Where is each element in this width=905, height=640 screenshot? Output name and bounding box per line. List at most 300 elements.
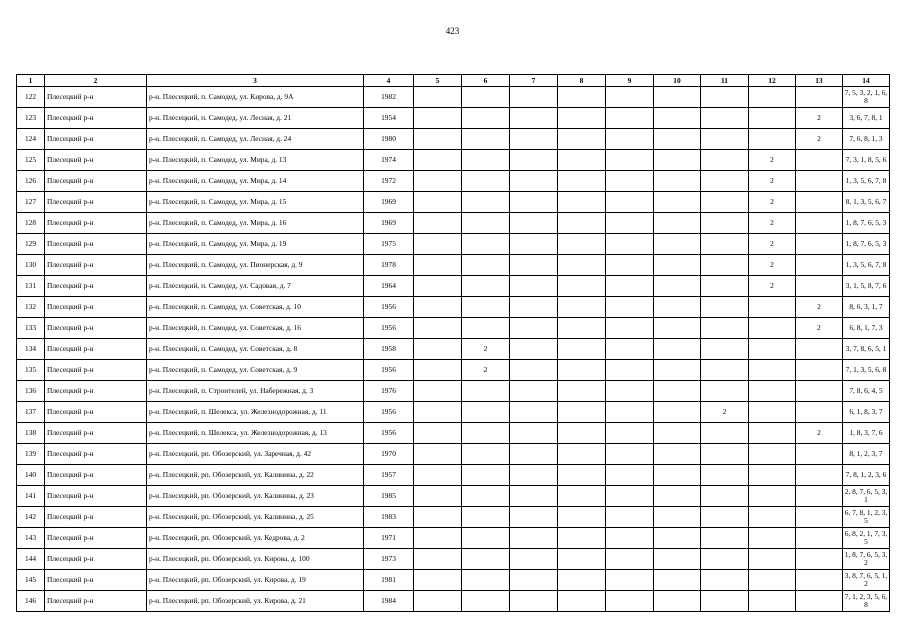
- col8-cell: [558, 276, 606, 297]
- col11-cell: [701, 255, 749, 276]
- col5-cell: [414, 339, 462, 360]
- address-cell: р-н. Плесецкий, п. Самодед, ул. Мира, д. 13: [147, 150, 364, 171]
- col8-cell: [558, 108, 606, 129]
- col13-cell: [796, 381, 843, 402]
- col12-cell: [749, 87, 796, 108]
- col11-cell: [701, 423, 749, 444]
- col8-cell: [558, 129, 606, 150]
- col5-cell: [414, 297, 462, 318]
- col9-cell: [606, 591, 654, 612]
- col10-cell: [654, 486, 701, 507]
- address-cell: р-н. Плесецкий, п. Самодед, ул. Советская, д. 9: [147, 360, 364, 381]
- row-number-cell: 139: [17, 444, 45, 465]
- col9-cell: [606, 213, 654, 234]
- col12-cell: [749, 402, 796, 423]
- column-header: 3: [147, 75, 364, 87]
- address-cell: р-н. Плесецкий, рп. Обозерский, ул. Калинина, д. 23: [147, 486, 364, 507]
- col7-cell: [510, 507, 558, 528]
- col6-cell: [462, 591, 510, 612]
- year-cell: 1956: [364, 423, 414, 444]
- col8-cell: [558, 213, 606, 234]
- col5-cell: [414, 150, 462, 171]
- col11-cell: 2: [701, 402, 749, 423]
- table-row: [17, 276, 890, 297]
- col10-cell: [654, 318, 701, 339]
- column-header: 2: [45, 75, 147, 87]
- col7-cell: [510, 276, 558, 297]
- district-cell: Плесецкий р-н: [45, 486, 147, 507]
- col9-cell: [606, 318, 654, 339]
- address-cell: р-н. Плесецкий, п. Самодед, ул. Лесная, д. 24: [147, 129, 364, 150]
- col13-cell: [796, 87, 843, 108]
- col12-cell: 2: [749, 171, 796, 192]
- col13-cell: [796, 360, 843, 381]
- col9-cell: [606, 150, 654, 171]
- address-cell: р-н. Плесецкий, рп. Обозерский, ул. Кедрова, д. 2: [147, 528, 364, 549]
- col11-cell: [701, 591, 749, 612]
- row-number-cell: 137: [17, 402, 45, 423]
- address-cell: р-н. Плесецкий, п. Самодед, ул. Советская, д. 8: [147, 339, 364, 360]
- col13-cell: [796, 465, 843, 486]
- col5-cell: [414, 507, 462, 528]
- col11-cell: [701, 444, 749, 465]
- col11-cell: [701, 318, 749, 339]
- year-cell: 1980: [364, 129, 414, 150]
- table-row: [17, 549, 890, 570]
- col10-cell: [654, 591, 701, 612]
- col5-cell: [414, 171, 462, 192]
- col6-cell: [462, 507, 510, 528]
- table-row: [17, 108, 890, 129]
- district-cell: Плесецкий р-н: [45, 213, 147, 234]
- col7-cell: [510, 465, 558, 486]
- col12-cell: 2: [749, 150, 796, 171]
- col10-cell: [654, 192, 701, 213]
- sequence-cell: 1, 3, 5, 6, 7, 8: [843, 171, 890, 192]
- year-cell: 1976: [364, 381, 414, 402]
- col13-cell: [796, 444, 843, 465]
- col5-cell: [414, 213, 462, 234]
- col9-cell: [606, 570, 654, 591]
- col9-cell: [606, 507, 654, 528]
- col13-cell: 2: [796, 108, 843, 129]
- year-cell: 1969: [364, 192, 414, 213]
- col5-cell: [414, 486, 462, 507]
- table-body: [17, 87, 890, 612]
- column-header: 6: [462, 75, 510, 87]
- sequence-cell: 7, 8, 6, 4, 5: [843, 381, 890, 402]
- col9-cell: [606, 87, 654, 108]
- year-cell: 1956: [364, 318, 414, 339]
- sequence-cell: 3, 1, 5, 8, 7, 6: [843, 276, 890, 297]
- col13-cell: [796, 528, 843, 549]
- col12-cell: [749, 507, 796, 528]
- col9-cell: [606, 549, 654, 570]
- address-cell: р-н. Плесецкий, п. Самодед, ул. Садовая, д. 7: [147, 276, 364, 297]
- district-cell: Плесецкий р-н: [45, 549, 147, 570]
- col12-cell: [749, 444, 796, 465]
- col7-cell: [510, 591, 558, 612]
- col13-cell: [796, 213, 843, 234]
- table-row: [17, 360, 890, 381]
- col9-cell: [606, 276, 654, 297]
- col7-cell: [510, 381, 558, 402]
- col6-cell: [462, 297, 510, 318]
- sequence-cell: 1, 8, 3, 7, 6: [843, 423, 890, 444]
- col5-cell: [414, 465, 462, 486]
- sequence-cell: 2, 8, 7, 6, 5, 3, 1: [843, 486, 890, 507]
- year-cell: 1974: [364, 150, 414, 171]
- table-row: [17, 339, 890, 360]
- table-row: [17, 255, 890, 276]
- col10-cell: [654, 255, 701, 276]
- col10-cell: [654, 423, 701, 444]
- col5-cell: [414, 360, 462, 381]
- col5-cell: [414, 234, 462, 255]
- address-cell: р-н. Плесецкий, рп. Обозерский, ул. Калинина, д. 22: [147, 465, 364, 486]
- sequence-cell: 1, 8, 7, 6, 5, 3: [843, 234, 890, 255]
- col12-cell: 2: [749, 276, 796, 297]
- col9-cell: [606, 297, 654, 318]
- col9-cell: [606, 255, 654, 276]
- address-cell: р-н. Плесецкий, п. Самодед, ул. Мира, д. 19: [147, 234, 364, 255]
- year-cell: 1956: [364, 297, 414, 318]
- sequence-cell: 7, 3, 1, 8, 5, 6: [843, 150, 890, 171]
- col13-cell: [796, 171, 843, 192]
- district-cell: Плесецкий р-н: [45, 255, 147, 276]
- col8-cell: [558, 465, 606, 486]
- col13-cell: 2: [796, 129, 843, 150]
- col12-cell: 2: [749, 192, 796, 213]
- col8-cell: [558, 486, 606, 507]
- column-header: 13: [796, 75, 843, 87]
- district-cell: Плесецкий р-н: [45, 444, 147, 465]
- col7-cell: [510, 87, 558, 108]
- col5-cell: [414, 108, 462, 129]
- district-cell: Плесецкий р-н: [45, 360, 147, 381]
- col10-cell: [654, 87, 701, 108]
- col9-cell: [606, 486, 654, 507]
- address-cell: р-н. Плесецкий, п. Самодед, ул. Мира, д. 16: [147, 213, 364, 234]
- row-number-cell: 122: [17, 87, 45, 108]
- table-row: [17, 318, 890, 339]
- sequence-cell: 3, 6, 7, 8, 1: [843, 108, 890, 129]
- address-cell: р-н. Плесецкий, рп. Обозерский, ул. Калинина, д. 25: [147, 507, 364, 528]
- row-number-cell: 140: [17, 465, 45, 486]
- table-row: [17, 171, 890, 192]
- col5-cell: [414, 549, 462, 570]
- col13-cell: [796, 591, 843, 612]
- col6-cell: [462, 318, 510, 339]
- sequence-cell: 6, 8, 1, 7, 3: [843, 318, 890, 339]
- column-header: 11: [701, 75, 749, 87]
- col6-cell: [462, 150, 510, 171]
- district-cell: Плесецкий р-н: [45, 507, 147, 528]
- col7-cell: [510, 444, 558, 465]
- col12-cell: [749, 528, 796, 549]
- col8-cell: [558, 423, 606, 444]
- col6-cell: [462, 465, 510, 486]
- sequence-cell: 7, 1, 2, 3, 5, 6, 8: [843, 591, 890, 612]
- table-row: [17, 570, 890, 591]
- row-number-cell: 141: [17, 486, 45, 507]
- district-cell: Плесецкий р-н: [45, 234, 147, 255]
- table-row: [17, 507, 890, 528]
- table-row: [17, 129, 890, 150]
- district-cell: Плесецкий р-н: [45, 423, 147, 444]
- col11-cell: [701, 465, 749, 486]
- sequence-cell: 8, 6, 3, 1, 7: [843, 297, 890, 318]
- col5-cell: [414, 444, 462, 465]
- col6-cell: [462, 192, 510, 213]
- col12-cell: [749, 108, 796, 129]
- col10-cell: [654, 150, 701, 171]
- col12-cell: [749, 465, 796, 486]
- row-number-cell: 143: [17, 528, 45, 549]
- row-number-cell: 126: [17, 171, 45, 192]
- district-cell: Плесецкий р-н: [45, 318, 147, 339]
- row-number-cell: 129: [17, 234, 45, 255]
- col5-cell: [414, 192, 462, 213]
- col8-cell: [558, 549, 606, 570]
- col9-cell: [606, 444, 654, 465]
- col11-cell: [701, 486, 749, 507]
- col6-cell: [462, 213, 510, 234]
- column-header: 5: [414, 75, 462, 87]
- col6-cell: [462, 129, 510, 150]
- district-cell: Плесецкий р-н: [45, 108, 147, 129]
- sequence-cell: 1, 8, 7, 6, 5, 3: [843, 213, 890, 234]
- col8-cell: [558, 171, 606, 192]
- col8-cell: [558, 444, 606, 465]
- col6-cell: [462, 381, 510, 402]
- sequence-cell: 6, 1, 8, 3, 7: [843, 402, 890, 423]
- col9-cell: [606, 339, 654, 360]
- col13-cell: [796, 192, 843, 213]
- col6-cell: [462, 402, 510, 423]
- district-cell: Плесецкий р-н: [45, 297, 147, 318]
- page-number: 423: [445, 26, 460, 36]
- row-number-cell: 146: [17, 591, 45, 612]
- col11-cell: [701, 213, 749, 234]
- year-cell: 1982: [364, 87, 414, 108]
- column-header: 4: [364, 75, 414, 87]
- col8-cell: [558, 402, 606, 423]
- col8-cell: [558, 591, 606, 612]
- col10-cell: [654, 360, 701, 381]
- year-cell: 1975: [364, 234, 414, 255]
- district-cell: Плесецкий р-н: [45, 465, 147, 486]
- year-cell: 1958: [364, 339, 414, 360]
- col7-cell: [510, 108, 558, 129]
- table-row: [17, 591, 890, 612]
- col10-cell: [654, 507, 701, 528]
- col7-cell: [510, 402, 558, 423]
- col10-cell: [654, 339, 701, 360]
- year-cell: 1984: [364, 591, 414, 612]
- col8-cell: [558, 360, 606, 381]
- col12-cell: [749, 591, 796, 612]
- year-cell: 1981: [364, 570, 414, 591]
- col7-cell: [510, 213, 558, 234]
- col7-cell: [510, 486, 558, 507]
- year-cell: 1964: [364, 276, 414, 297]
- col9-cell: [606, 381, 654, 402]
- year-cell: 1970: [364, 444, 414, 465]
- col7-cell: [510, 129, 558, 150]
- col12-cell: [749, 486, 796, 507]
- col11-cell: [701, 297, 749, 318]
- table-row: [17, 213, 890, 234]
- col10-cell: [654, 570, 701, 591]
- sequence-cell: 7, 8, 1, 2, 3, 6: [843, 465, 890, 486]
- address-cell: р-н. Плесецкий, п. Самодед, ул. Лесная, д. 21: [147, 108, 364, 129]
- year-cell: 1971: [364, 528, 414, 549]
- col9-cell: [606, 423, 654, 444]
- col11-cell: [701, 507, 749, 528]
- col12-cell: 2: [749, 234, 796, 255]
- col7-cell: [510, 528, 558, 549]
- col6-cell: [462, 549, 510, 570]
- year-cell: 1969: [364, 213, 414, 234]
- col7-cell: [510, 339, 558, 360]
- col12-cell: 2: [749, 255, 796, 276]
- col5-cell: [414, 255, 462, 276]
- col13-cell: [796, 549, 843, 570]
- col7-cell: [510, 234, 558, 255]
- col10-cell: [654, 528, 701, 549]
- col11-cell: [701, 339, 749, 360]
- district-cell: Плесецкий р-н: [45, 339, 147, 360]
- district-cell: Плесецкий р-н: [45, 381, 147, 402]
- sequence-cell: 7, 1, 3, 5, 6, 8: [843, 360, 890, 381]
- col9-cell: [606, 234, 654, 255]
- col6-cell: [462, 444, 510, 465]
- col9-cell: [606, 192, 654, 213]
- col9-cell: [606, 108, 654, 129]
- row-number-cell: 124: [17, 129, 45, 150]
- sequence-cell: 1, 3, 5, 6, 7, 8: [843, 255, 890, 276]
- col6-cell: [462, 171, 510, 192]
- col7-cell: [510, 255, 558, 276]
- col6-cell: [462, 423, 510, 444]
- row-number-cell: 134: [17, 339, 45, 360]
- district-cell: Плесецкий р-н: [45, 87, 147, 108]
- address-cell: р-н. Плесецкий, п. Самодед, ул. Советская, д. 10: [147, 297, 364, 318]
- table-row: [17, 87, 890, 108]
- column-header: 14: [843, 75, 890, 87]
- address-cell: р-н. Плесецкий, рп. Обозерский, ул. Заречная, д. 42: [147, 444, 364, 465]
- district-cell: Плесецкий р-н: [45, 528, 147, 549]
- col13-cell: [796, 339, 843, 360]
- col12-cell: 2: [749, 213, 796, 234]
- col5-cell: [414, 591, 462, 612]
- col10-cell: [654, 213, 701, 234]
- col12-cell: [749, 549, 796, 570]
- sequence-cell: 7, 6, 8, 1, 3: [843, 129, 890, 150]
- address-cell: р-н. Плесецкий, рп. Обозерский, ул. Кирова, д. 100: [147, 549, 364, 570]
- col9-cell: [606, 402, 654, 423]
- col5-cell: [414, 381, 462, 402]
- col11-cell: [701, 276, 749, 297]
- column-header: 12: [749, 75, 796, 87]
- data-table: [16, 74, 890, 612]
- address-cell: р-н. Плесецкий, п. Самодед, ул. Мира, д. 14: [147, 171, 364, 192]
- row-number-cell: 136: [17, 381, 45, 402]
- col8-cell: [558, 528, 606, 549]
- row-number-cell: 127: [17, 192, 45, 213]
- year-cell: 1956: [364, 360, 414, 381]
- col5-cell: [414, 402, 462, 423]
- row-number-cell: 135: [17, 360, 45, 381]
- col11-cell: [701, 549, 749, 570]
- col13-cell: [796, 570, 843, 591]
- col13-cell: 2: [796, 318, 843, 339]
- col7-cell: [510, 423, 558, 444]
- col11-cell: [701, 234, 749, 255]
- year-cell: 1985: [364, 486, 414, 507]
- col8-cell: [558, 87, 606, 108]
- col11-cell: [701, 171, 749, 192]
- year-cell: 1983: [364, 507, 414, 528]
- col7-cell: [510, 360, 558, 381]
- table-row: [17, 465, 890, 486]
- col8-cell: [558, 507, 606, 528]
- col10-cell: [654, 444, 701, 465]
- col5-cell: [414, 570, 462, 591]
- col9-cell: [606, 465, 654, 486]
- table-row: [17, 423, 890, 444]
- row-number-cell: 131: [17, 276, 45, 297]
- col13-cell: [796, 255, 843, 276]
- col8-cell: [558, 234, 606, 255]
- col12-cell: [749, 318, 796, 339]
- address-cell: р-н. Плесецкий, п. Самодед, ул. Мира, д. 15: [147, 192, 364, 213]
- address-cell: р-н. Плесецкий, п. Шелекса, ул. Железнодорожная, д. 11: [147, 402, 364, 423]
- col10-cell: [654, 276, 701, 297]
- col13-cell: 2: [796, 297, 843, 318]
- col9-cell: [606, 528, 654, 549]
- col7-cell: [510, 549, 558, 570]
- sequence-cell: 3, 7, 8, 6, 5, 1: [843, 339, 890, 360]
- header-row: [17, 75, 890, 87]
- year-cell: 1972: [364, 171, 414, 192]
- col8-cell: [558, 339, 606, 360]
- row-number-cell: 133: [17, 318, 45, 339]
- col10-cell: [654, 129, 701, 150]
- col12-cell: [749, 381, 796, 402]
- col9-cell: [606, 171, 654, 192]
- address-cell: р-н. Плесецкий, рп. Обозерский, ул. Кирова, д. 21: [147, 591, 364, 612]
- col8-cell: [558, 297, 606, 318]
- col12-cell: [749, 129, 796, 150]
- col12-cell: [749, 297, 796, 318]
- table-row: [17, 486, 890, 507]
- row-number-cell: 130: [17, 255, 45, 276]
- column-header: 9: [606, 75, 654, 87]
- col8-cell: [558, 150, 606, 171]
- col7-cell: [510, 171, 558, 192]
- year-cell: 1973: [364, 549, 414, 570]
- district-cell: Плесецкий р-н: [45, 192, 147, 213]
- district-cell: Плесецкий р-н: [45, 150, 147, 171]
- col6-cell: [462, 234, 510, 255]
- table-row: [17, 444, 890, 465]
- district-cell: Плесецкий р-н: [45, 570, 147, 591]
- table-row: [17, 381, 890, 402]
- table-row: [17, 150, 890, 171]
- col11-cell: [701, 570, 749, 591]
